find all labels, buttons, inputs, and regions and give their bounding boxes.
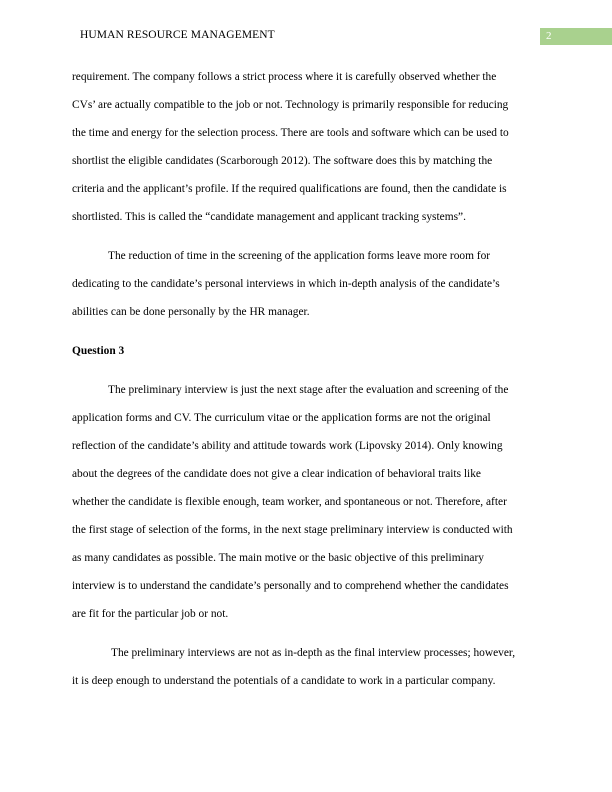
- text-line: dedicating to the candidate’s personal interviews in which in-depth analysis of the candidate’s: [72, 278, 500, 290]
- text-line: about the degrees of the candidate does not give a clear indication of behavioral traits like: [72, 468, 481, 480]
- text-line: application forms and CV. The curriculum vitae or the application forms are not the original: [72, 412, 491, 424]
- document-body: [72, 63, 544, 695]
- heading-text: Question 3: [72, 345, 125, 357]
- text-line: The preliminary interview is just the next stage after the evaluation and screening of the: [108, 384, 509, 396]
- text-line: shortlist the eligible candidates (Scarborough 2012). The software does this by matching the: [72, 155, 493, 167]
- text-line: are fit for the particular job or not.: [72, 608, 229, 620]
- paragraph-continuation: [72, 63, 544, 231]
- text-line: criteria and the applicant’s profile. If the required qualifications are found, then the candidate is: [72, 183, 507, 195]
- text-line: reflection of the candidate’s ability and attitude towards work (Lipovsky 2014). Only knowing: [72, 440, 503, 452]
- paragraph-interview-depth: [72, 639, 544, 695]
- text-line: The reduction of time in the screening of the application forms leave more room for: [108, 250, 491, 262]
- text-line: shortlisted. This is called the “candidate management and applicant tracking systems”.: [72, 211, 466, 223]
- text-line: The preliminary interviews are not as in-depth as the final interview processes; however,: [111, 647, 516, 659]
- paragraph-preliminary-interview: [72, 376, 544, 628]
- text-line: as many candidates as possible. The main motive or the basic objective of this preliminary: [72, 552, 484, 564]
- page-number-badge: 2: [540, 28, 612, 45]
- text-line: requirement. The company follows a strict process where it is carefully observed whether the: [72, 71, 497, 83]
- running-header-title: HUMAN RESOURCE MANAGEMENT: [80, 29, 275, 41]
- text-line: abilities can be done personally by the HR manager.: [72, 306, 310, 318]
- section-heading: [72, 337, 544, 365]
- text-line: the first stage of selection of the forms, in the next stage preliminary interview is conducted with: [72, 524, 513, 536]
- text-line: CVs’ are actually compatible to the job or not. Technology is primarily responsible for reducing: [72, 99, 509, 111]
- paragraph-screening-time: [72, 242, 544, 326]
- text-line: interview is to understand the candidate’s personally and to comprehend whether the candidates: [72, 580, 509, 592]
- text-line: it is deep enough to understand the potentials of a candidate to work in a particular company.: [72, 675, 496, 687]
- text-line: whether the candidate is flexible enough, team worker, and spontaneous or not. Therefore, after: [72, 496, 507, 508]
- text-line: the time and energy for the selection process. There are tools and software which can be used to: [72, 127, 509, 139]
